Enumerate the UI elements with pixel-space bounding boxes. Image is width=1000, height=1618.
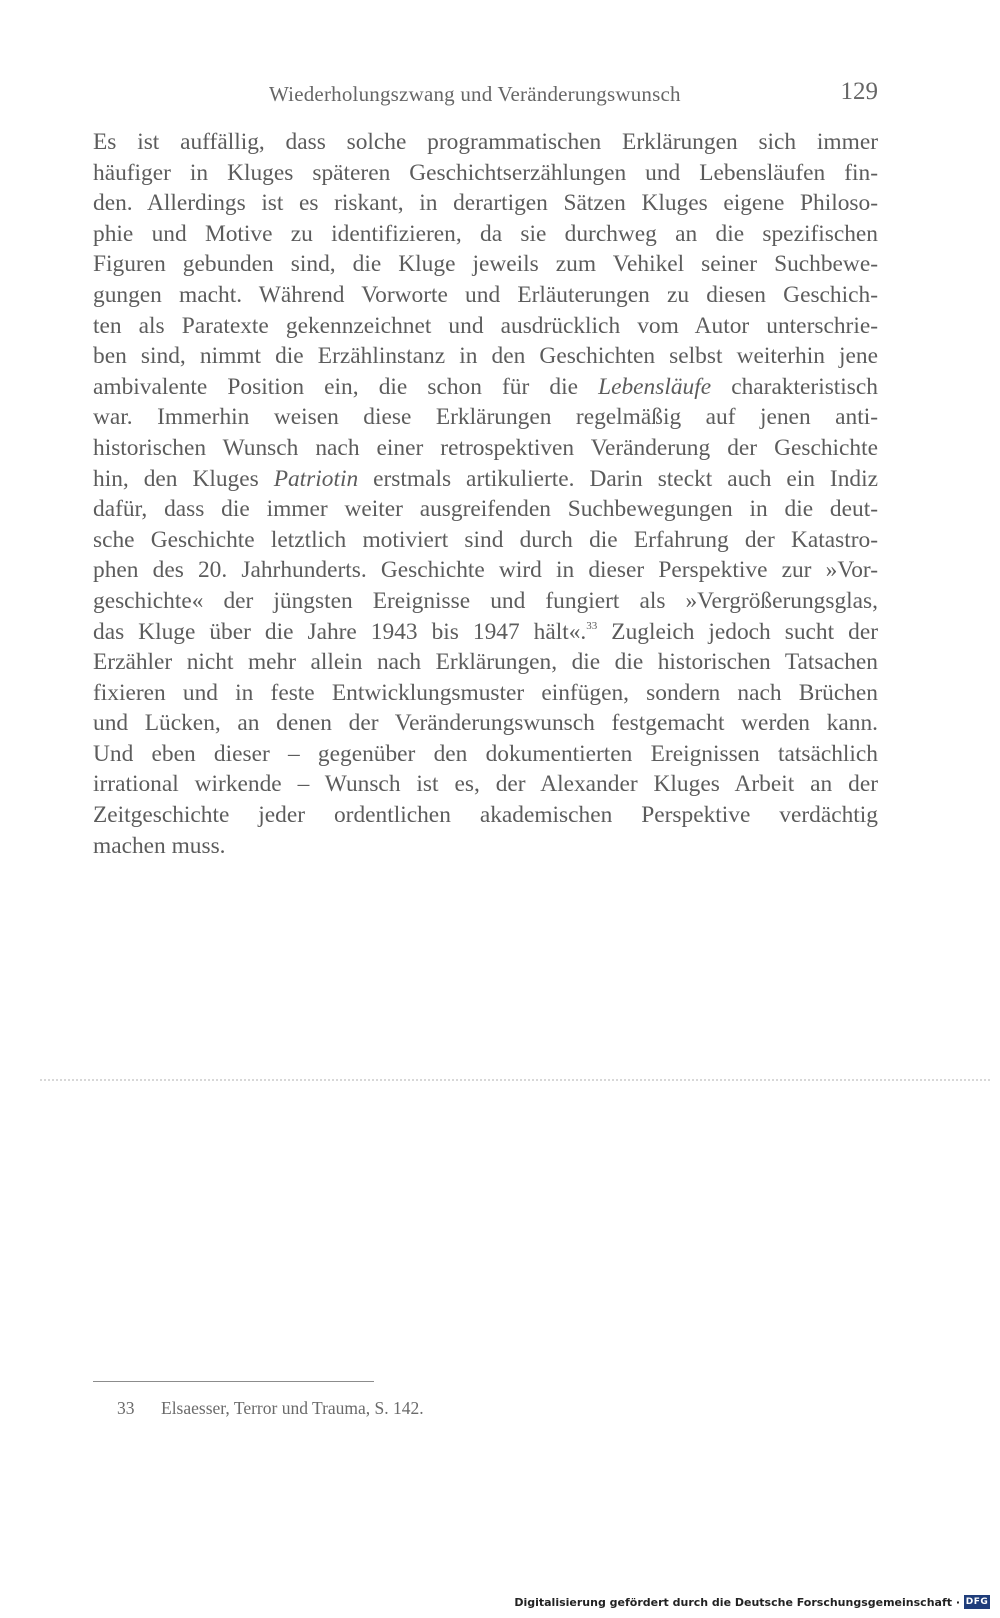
- text-line: Zeitgeschichte jeder ordentlichen akademischen Perspektive verdächtig: [93, 802, 878, 829]
- text-line: häufiger in Kluges späteren Geschichtserzählungen und Lebensläufen fin-: [93, 159, 878, 186]
- text-line: [93, 464, 878, 495]
- dfg-logo: DFG: [965, 1597, 989, 1607]
- text-segment: charakteristisch: [731, 373, 878, 400]
- text-line: gungen macht. Während Vorworte und Erläuterungen zu diesen Geschich-: [93, 281, 878, 308]
- scan-artifact-dotted-line: [40, 1079, 990, 1081]
- text-line: Erzähler nicht mehr allein nach Erklärungen, die die historischen Tatsachen: [93, 649, 878, 676]
- digitization-credit: [514, 1592, 990, 1612]
- footnote: [117, 1398, 424, 1419]
- text-line: Figuren gebunden sind, die Kluge jeweils zum Vehikel seiner Suchbewe-: [93, 251, 878, 278]
- credit-text: Digitalisierung gefördert durch die Deutsche Forschungsgemeinschaft ·: [514, 1595, 960, 1609]
- text-line: Und eben dieser – gegenüber den dokumentierten Ereignissen tatsächlich: [93, 740, 878, 767]
- text-line: machen muss.: [93, 832, 226, 859]
- footnote-number: 33: [117, 1398, 135, 1418]
- text-segment: ambivalente Position ein, die schon für die: [93, 373, 578, 400]
- text-line: fixieren und in feste Entwicklungsmuster einfügen, sondern nach Brüchen: [93, 679, 878, 706]
- footnote-marker[interactable]: 33: [586, 619, 598, 632]
- text-line: ten als Paratexte gekennzeichnet und ausdrücklich vom Autor unterschrie-: [93, 312, 878, 339]
- footnote-text: Elsaesser, Terror und Trauma, S. 142.: [161, 1398, 424, 1418]
- italic-title-lebenslaeufe: Lebensläufe: [598, 373, 712, 400]
- page-number: 129: [840, 78, 878, 105]
- text-line: dafür, dass die immer weiter ausgreifenden Suchbewegungen in die deut-: [93, 496, 878, 523]
- text-line: historischen Wunsch nach einer retrospektiven Veränderung der Geschichte: [93, 434, 878, 461]
- text-line: irrational wirkende – Wunsch ist es, der Alexander Kluges Arbeit an der: [93, 771, 878, 798]
- text-line: sche Geschichte letztlich motiviert sind durch die Erfahrung der Katastro-: [93, 526, 878, 553]
- text-line: ben sind, nimmt die Erzählinstanz in den Geschichten selbst weiterhin jene: [93, 343, 878, 370]
- text-line: [93, 617, 878, 648]
- text-segment: das Kluge über die Jahre 1943 bis 1947 hält«.: [93, 618, 587, 645]
- text-line: Es ist auffällig, dass solche programmatischen Erklärungen sich immer: [93, 129, 878, 155]
- text-line: und Lücken, an denen der Veränderungswunsch festgemacht werden kann.: [93, 710, 878, 737]
- italic-title-patriotin: Patriotin: [273, 465, 359, 492]
- text-segment: hin, den Kluges: [93, 465, 259, 492]
- text-line: den. Allerdings ist es riskant, in derartigen Sätzen Kluges eigene Philoso-: [93, 190, 878, 217]
- text-segment: Zugleich jedoch sucht der: [597, 618, 878, 645]
- text-line: [93, 372, 878, 403]
- body-paragraph: [93, 127, 878, 861]
- footnote-separator: [93, 1381, 374, 1382]
- text-segment: erstmals artikulierte. Darin steckt auch ein Indiz: [373, 465, 878, 492]
- running-header: [93, 78, 878, 114]
- text-line: phie und Motive zu identifizieren, da sie durchweg an die spezifischen: [93, 220, 878, 247]
- text-line: war. Immerhin weisen diese Erklärungen regelmäßig auf jenen anti-: [93, 404, 878, 431]
- text-line: geschichte« der jüngsten Ereignisse und fungiert als »Vergrößerungsglas,: [93, 587, 878, 614]
- text-line: phen des 20. Jahrhunderts. Geschichte wird in dieser Perspektive zur »Vor-: [93, 557, 878, 584]
- running-header-title: Wiederholungszwang und Veränderungswunsch: [269, 82, 681, 106]
